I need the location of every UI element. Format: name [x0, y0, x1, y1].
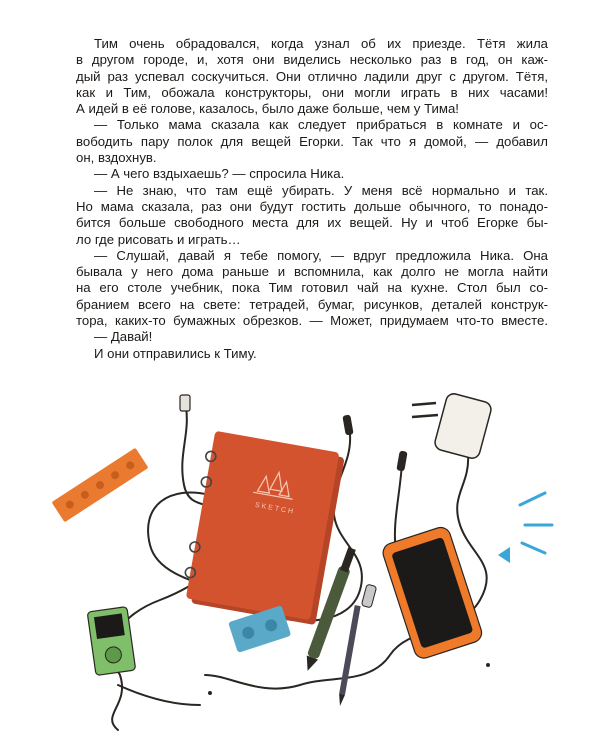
paragraph-7	[76, 346, 548, 362]
text-line: дый раз успевал соскучиться. Они отлично ладили друг с другом. Тётя,	[76, 68, 548, 84]
mp3-player	[87, 607, 136, 676]
paragraph-3	[76, 166, 548, 182]
text-line: И они отправились к Тиму.	[94, 345, 257, 361]
paragraph-2	[76, 117, 548, 166]
paragraph-4	[76, 183, 548, 248]
orange-phone	[381, 525, 485, 661]
paragraph-1	[76, 36, 548, 117]
text-line: — А чего вздыхаешь? — спросила Ника.	[94, 166, 345, 182]
text-line: вободить пару полок для вещей Егорки. Так что я домой, — добавил	[76, 133, 548, 149]
text-line: — Не знаю, что там ещё убирать. У меня всё нормально и так.	[94, 182, 548, 198]
text-line: Но мама сказала, раз они будут гостить дольше обычного, то понадо-	[76, 198, 548, 214]
text-line: А идей в её голове, казалось, было даже больше, чем у Тима!	[76, 101, 459, 117]
text-line: ло где рисовать и играть…	[76, 231, 241, 247]
text-line: он, вздохнув.	[76, 150, 157, 166]
notebook-label: SKETCH	[254, 501, 296, 516]
blue-lego-brick	[228, 605, 291, 653]
text-line: бранием всего на свете: тетрадей, бумаг, рисунков, деталей конструк-	[76, 296, 548, 312]
text-line: на его столе учебник, пока Тим готовил чай на кухне. Стол был со-	[76, 280, 548, 296]
story-text	[76, 36, 548, 362]
orange-lego-brick	[52, 448, 149, 523]
text-line: бывала у него дома раньше и вспомнила, как долго не могла найти	[76, 264, 548, 280]
sketch-notebook	[180, 430, 345, 625]
text-line: как и Тим, обожала конструкторы, они могли играть в них часами!	[76, 84, 548, 100]
pencil	[337, 605, 361, 706]
paragraph-5	[76, 248, 548, 329]
text-line: Тим очень обрадовался, когда узнал об их приезде. Тётя жила	[94, 36, 548, 51]
text-line: тора, каких-то бумажных обрезков. — Может, придумаем что-то вместе.	[76, 313, 548, 329]
text-line: в другом городе, и, хотя они виделись несколько раз в год, он каж-	[76, 52, 548, 68]
paragraph-6	[76, 329, 548, 345]
text-line: — Давай!	[94, 329, 153, 345]
charger	[412, 392, 493, 460]
text-line: — Слушай, давай я тебе помогу, — вдруг предложила Ника. Она	[94, 247, 548, 263]
text-line: бится больше свободного места для их вещей. Ну и чтоб Егорке бы-	[76, 215, 548, 231]
desk-items-illustration	[0, 375, 600, 750]
text-line: — Только мама сказала как следует прибраться в комнате и ос-	[94, 117, 548, 133]
